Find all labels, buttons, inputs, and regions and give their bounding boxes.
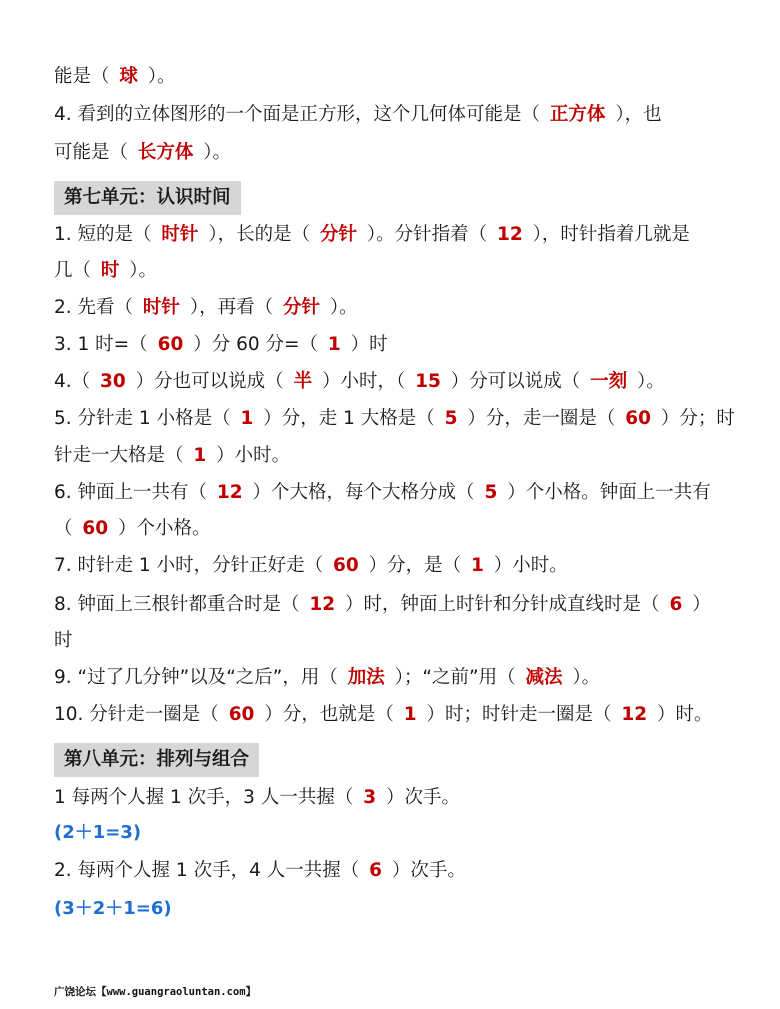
text-line	[54, 404, 744, 434]
text-line	[54, 62, 744, 92]
question-text: ）分；时	[655, 408, 735, 429]
answer-text: 分针	[319, 224, 357, 245]
question-text: ）时	[344, 334, 388, 355]
question-text: ）分可以说成（	[444, 371, 587, 392]
answer-text: 60	[82, 518, 109, 539]
answer-text: 1	[193, 445, 207, 466]
answer-text: 60	[157, 334, 184, 355]
question-text: ）；“之前”用（	[388, 667, 522, 688]
footer-source: 广饶论坛【www.guangraoluntan.com】	[54, 986, 257, 998]
text-line	[54, 663, 744, 693]
question-text: 可能是（	[54, 142, 134, 163]
answer-text: 6	[369, 860, 382, 881]
answer-text: 1	[403, 704, 417, 725]
answer-text: 1	[470, 555, 484, 576]
question-text: （	[54, 518, 79, 539]
section-heading: 第八单元：排列与组合	[54, 743, 259, 777]
question-text: ）分，也就是（	[258, 704, 400, 725]
question-text: ），也	[609, 104, 662, 125]
question-text: 1 每两个人握 1 次手，3 人一共握（	[54, 787, 360, 808]
answer-text: 12	[216, 482, 243, 503]
question-text: 时	[54, 630, 73, 651]
question-text: ）。	[631, 371, 665, 392]
answer-text: 半	[293, 371, 313, 392]
answer-text: 长方体	[137, 142, 194, 163]
answer-text: 时针	[161, 224, 199, 245]
answer-text: 12	[309, 594, 336, 615]
answer-text: 60	[228, 704, 255, 725]
question-text: 5. 分针走 1 小格是（	[54, 408, 237, 429]
question-text: ），长的是（	[202, 224, 316, 245]
text-line	[54, 590, 744, 620]
text-line	[54, 626, 744, 656]
question-text: 7. 时针走 1 小时，分针正好走（	[54, 555, 329, 576]
question-text: ）分，走 1 大格是（	[257, 408, 441, 429]
answer-text: 3	[363, 787, 377, 808]
answer-text: 一刻	[590, 371, 628, 392]
question-text: 10. 分针走一圈是（	[54, 704, 225, 725]
question-text: ）个小格。	[112, 518, 211, 539]
answer-text: 5	[484, 482, 498, 503]
text-line	[54, 330, 744, 360]
question-text: ）。	[566, 667, 601, 688]
answer-text: 时针	[142, 297, 180, 318]
answer-text: 30	[100, 371, 126, 392]
question-text: 1. 短的是（	[54, 224, 158, 245]
text-line	[54, 293, 744, 323]
question-text: ）小时，（	[316, 371, 412, 392]
question-text: ）小时。	[210, 445, 291, 466]
question-text: ），时针指着几就是	[526, 224, 690, 245]
question-text: 3. 1 时=（	[54, 334, 154, 355]
text-line	[54, 220, 744, 250]
text-line	[54, 856, 744, 886]
question-text: ）小时。	[487, 555, 568, 576]
answer-text: 12	[621, 704, 648, 725]
text-line	[54, 256, 744, 286]
question-text: 4.（	[54, 371, 97, 392]
question-text: ）次手。	[385, 860, 466, 881]
answer-text: 减法	[525, 667, 563, 688]
answer-text: 60	[332, 555, 359, 576]
question-text: 9. “过了几分钟”以及“之后”，用（	[54, 667, 344, 688]
text-line	[54, 441, 744, 471]
answer-text: 12	[496, 224, 523, 245]
question-text: 几（	[54, 260, 97, 281]
answer-text: 15	[415, 371, 441, 392]
question-text: ）。	[323, 297, 358, 318]
answer-text: 1	[327, 334, 341, 355]
question-text: 6. 钟面上一共有（	[54, 482, 213, 503]
answer-text: 加法	[347, 667, 385, 688]
answer-text: 60	[625, 408, 652, 429]
text-line	[54, 818, 744, 848]
answer-text: 时	[100, 260, 120, 281]
question-text: ）次手。	[380, 787, 460, 808]
question-text: ）个小格。钟面上一共有	[501, 482, 711, 503]
question-text: ）个大格，每个大格分成（	[246, 482, 481, 503]
question-text: ）分也可以说成（	[129, 371, 290, 392]
question-text: ）。	[123, 260, 158, 281]
question-text: ），再看（	[183, 297, 279, 318]
question-text: 能是（	[54, 66, 116, 87]
answer-text: 分针	[282, 297, 320, 318]
answer-text: 球	[119, 66, 138, 87]
question-text: ）。分针指着（	[360, 224, 493, 245]
hint-formula: (3＋2＋1=6)	[54, 898, 172, 919]
question-text: ）。	[197, 142, 232, 163]
answer-text: 6	[669, 594, 683, 615]
answer-text: 1	[240, 408, 254, 429]
text-line	[54, 700, 744, 730]
question-text: 2. 每两个人握 1 次手，4 人一共握（	[54, 860, 366, 881]
section-heading: 第七单元：认识时间	[54, 181, 241, 215]
text-line	[54, 478, 744, 508]
question-text: ）时。	[651, 704, 713, 725]
answer-text: 正方体	[549, 104, 606, 125]
text-line	[54, 894, 744, 924]
question-text: ）。	[141, 66, 176, 87]
hint-formula: (2＋1=3)	[54, 822, 142, 843]
question-text: 针走一大格是（	[54, 445, 190, 466]
text-line	[54, 138, 744, 168]
text-line	[54, 514, 744, 544]
text-line	[54, 783, 744, 813]
answer-text: 5	[444, 408, 458, 429]
question-text: 4. 看到的立体图形的一个面是正方形，这个几何体可能是（	[54, 104, 546, 125]
question-text: ）分 60 分=（	[187, 334, 324, 355]
question-text: 2. 先看（	[54, 297, 139, 318]
text-line	[54, 100, 744, 130]
question-text: ）时，钟面上时针和分针成直线时是（	[339, 594, 666, 615]
text-line	[54, 551, 744, 581]
question-text: ）时；时针走一圈是（	[420, 704, 618, 725]
question-text: ）分，走一圈是（	[461, 408, 622, 429]
text-line	[54, 367, 744, 397]
question-text: ）分，是（	[362, 555, 467, 576]
question-text: ）	[686, 594, 711, 615]
question-text: 8. 钟面上三根针都重合时是（	[54, 594, 306, 615]
